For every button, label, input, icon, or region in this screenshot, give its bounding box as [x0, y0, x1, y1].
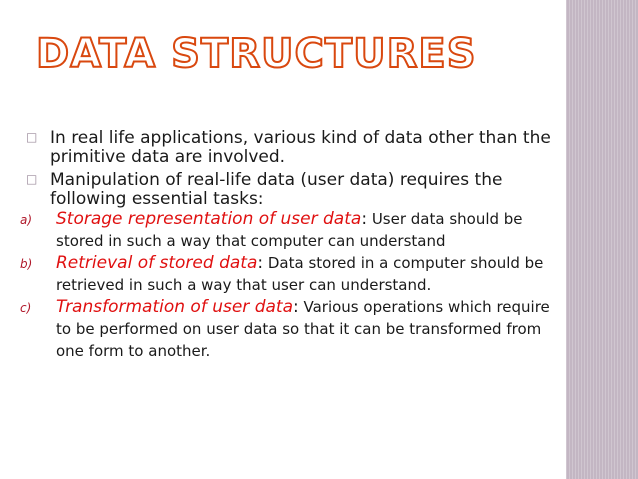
list-marker: b): [20, 257, 33, 271]
list-item-heading: Transformation of user data: [56, 297, 293, 317]
list-item-text: Various operations which require to be performed on user data so that it can be transformed from one form to another.: [56, 298, 550, 360]
list-marker: a): [20, 213, 33, 227]
bullet-item: [20, 170, 560, 208]
list-item-colon: :: [361, 209, 368, 229]
bullet-text: Manipulation of real-life data (user data) requires the following essential tasks:: [50, 170, 503, 209]
list-item-text: User data should be stored in such a way that computer can understand: [56, 210, 523, 250]
list-item-text: Data stored in a computer should be retrieved in such a way that user can understand.: [56, 254, 544, 294]
list-item: [20, 296, 560, 362]
list-item-heading: Retrieval of stored data: [56, 253, 258, 273]
list-marker: c): [20, 301, 32, 315]
bullet-text: In real life applications, various kind of data other than the primitive data are involved.: [50, 128, 551, 167]
side-decoration-stripe: [566, 0, 638, 479]
square-bullet-icon: □: [26, 130, 38, 144]
list-item: [20, 252, 560, 296]
list-item-heading: Storage representation of user data: [56, 209, 362, 229]
list-item-colon: :: [293, 297, 299, 317]
slide-title: DATA STRUCTURES: [36, 31, 477, 77]
slide-body: [20, 128, 560, 362]
list-item-colon: :: [257, 253, 264, 273]
list-item: [20, 208, 560, 252]
bullet-item: [20, 128, 560, 166]
square-bullet-icon: □: [26, 172, 38, 186]
